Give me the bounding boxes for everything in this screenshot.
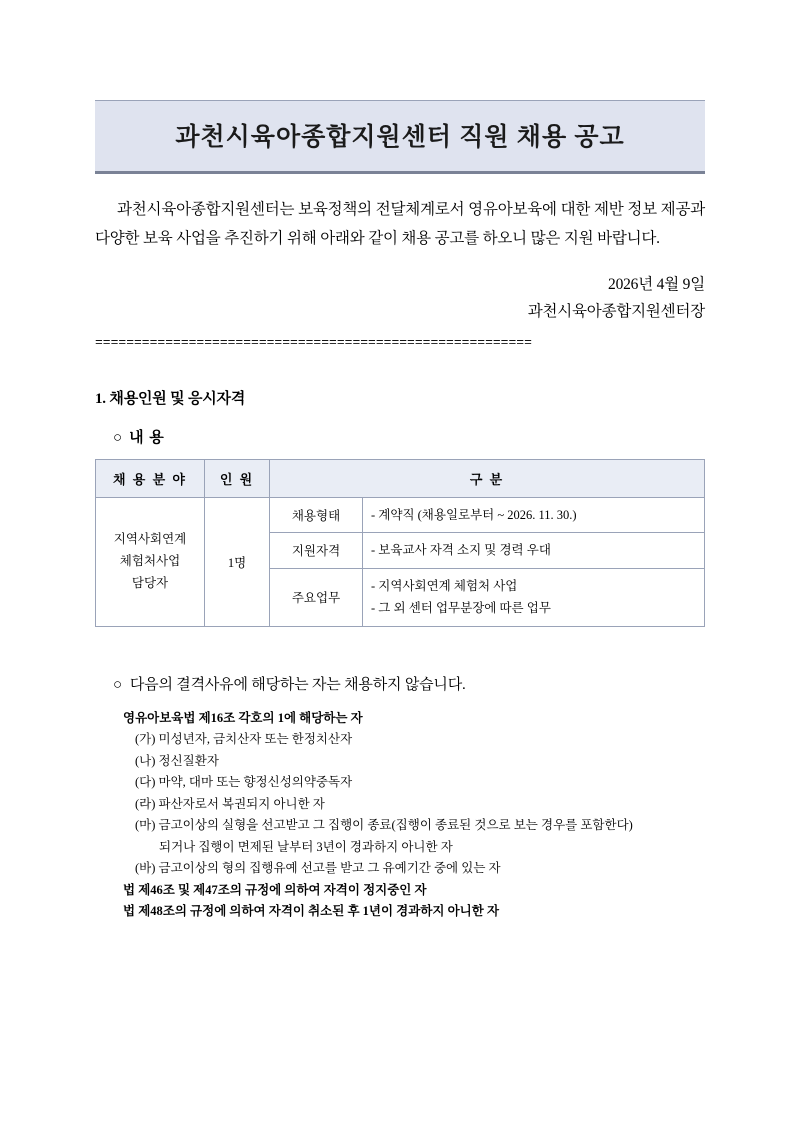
title-banner bbox=[95, 100, 705, 174]
table-header bbox=[96, 459, 705, 497]
cell-count: 1명 bbox=[205, 497, 270, 626]
circle-bullet-icon: ○ bbox=[113, 429, 124, 446]
section-1-heading: 1. 채용인원 및 응시자격 bbox=[95, 390, 246, 407]
recruitment-table bbox=[95, 459, 705, 627]
cell-field bbox=[96, 497, 205, 626]
divider-line: ======================================================== bbox=[95, 335, 532, 349]
field-line-2: 체험처사업 bbox=[119, 553, 181, 568]
disqualification-line: 법 제48조의 규정에 의하여 자격이 취소된 후 1년이 경과하지 아니한 자 bbox=[123, 904, 500, 919]
disqualification-line: 되거나 집행이 면제된 날부터 3년이 경과하지 아니한 자 bbox=[159, 839, 453, 854]
cell-row-label: 채용형태 bbox=[270, 497, 363, 533]
subsection-label-text: 내 용 bbox=[129, 429, 165, 446]
table-header-row bbox=[96, 459, 705, 497]
disqualification-line: (바) 금고이상의 형의 집행유예 선고를 받고 그 유예기간 중에 있는 자 bbox=[135, 861, 501, 876]
disqualification-heading bbox=[113, 673, 705, 694]
disqualification-line: (마) 금고이상의 실형을 선고받고 그 집행이 종료(집행이 종료된 것으로 보는 경우를 포함한다) bbox=[135, 818, 633, 833]
subsection-content-label bbox=[113, 426, 705, 447]
header-detail: 구 분 bbox=[270, 459, 705, 497]
disqualification-line: (나) 정신질환자 bbox=[135, 753, 219, 768]
field-line-1: 지역사회연계 bbox=[113, 531, 187, 546]
detail-line: - 지역사회연계 체험처 사업 bbox=[371, 578, 518, 593]
disqualification-list bbox=[123, 708, 705, 923]
cell-row-detail bbox=[363, 497, 705, 533]
disqualification-line: (가) 미성년자, 금치산자 또는 한정치산자 bbox=[135, 732, 353, 747]
cell-row-detail bbox=[363, 568, 705, 626]
cell-row-label: 주요업무 bbox=[270, 568, 363, 626]
cell-row-label: 지원자격 bbox=[270, 533, 363, 569]
table-body bbox=[96, 497, 705, 626]
table-row bbox=[96, 497, 705, 533]
detail-line: - 보육교사 자격 소지 및 경력 우대 bbox=[371, 543, 551, 558]
detail-line: - 계약직 (채용일로부터 ~ 2026. 11. 30.) bbox=[371, 507, 577, 522]
header-count: 인 원 bbox=[205, 459, 270, 497]
sign-block bbox=[95, 271, 705, 325]
cell-row-detail bbox=[363, 533, 705, 569]
disqualification-heading-text: 다음의 결격사유에 해당하는 자는 채용하지 않습니다. bbox=[129, 676, 466, 693]
detail-line: - 그 외 센터 업무분장에 따른 업무 bbox=[371, 601, 551, 616]
page-title: 과천시육아종합지원센터 직원 채용 공고 bbox=[175, 124, 625, 151]
circle-bullet-icon: ○ bbox=[113, 676, 122, 693]
header-field: 채 용 분 야 bbox=[96, 459, 205, 497]
disqualification-line: (라) 파산자로서 복권되지 아니한 자 bbox=[135, 796, 325, 811]
announcement-date: 2026년 4월 9일 bbox=[608, 276, 705, 294]
disqualification-line: 영유아보육법 제16조 각호의 1에 해당하는 자 bbox=[123, 710, 363, 725]
field-line-3: 담당자 bbox=[131, 575, 169, 590]
intro-paragraph: 과천시육아종합지원센터는 보육정책의 전달체계로서 영유아보육에 대한 제반 정보 제공과 다양한 보육 사업을 추진하기 위해 아래와 같이 채용 공고를 하오니 많은 지원 바랍니다. bbox=[95, 201, 705, 247]
disqualification-line: (다) 마약, 대마 또는 향정신성의약중독자 bbox=[135, 775, 353, 790]
disqualification-line: 법 제46조 및 제47조의 규정에 의하여 자격이 정지중인 자 bbox=[123, 882, 427, 897]
signer-name: 과천시육아종합지원센터장 bbox=[527, 303, 705, 321]
